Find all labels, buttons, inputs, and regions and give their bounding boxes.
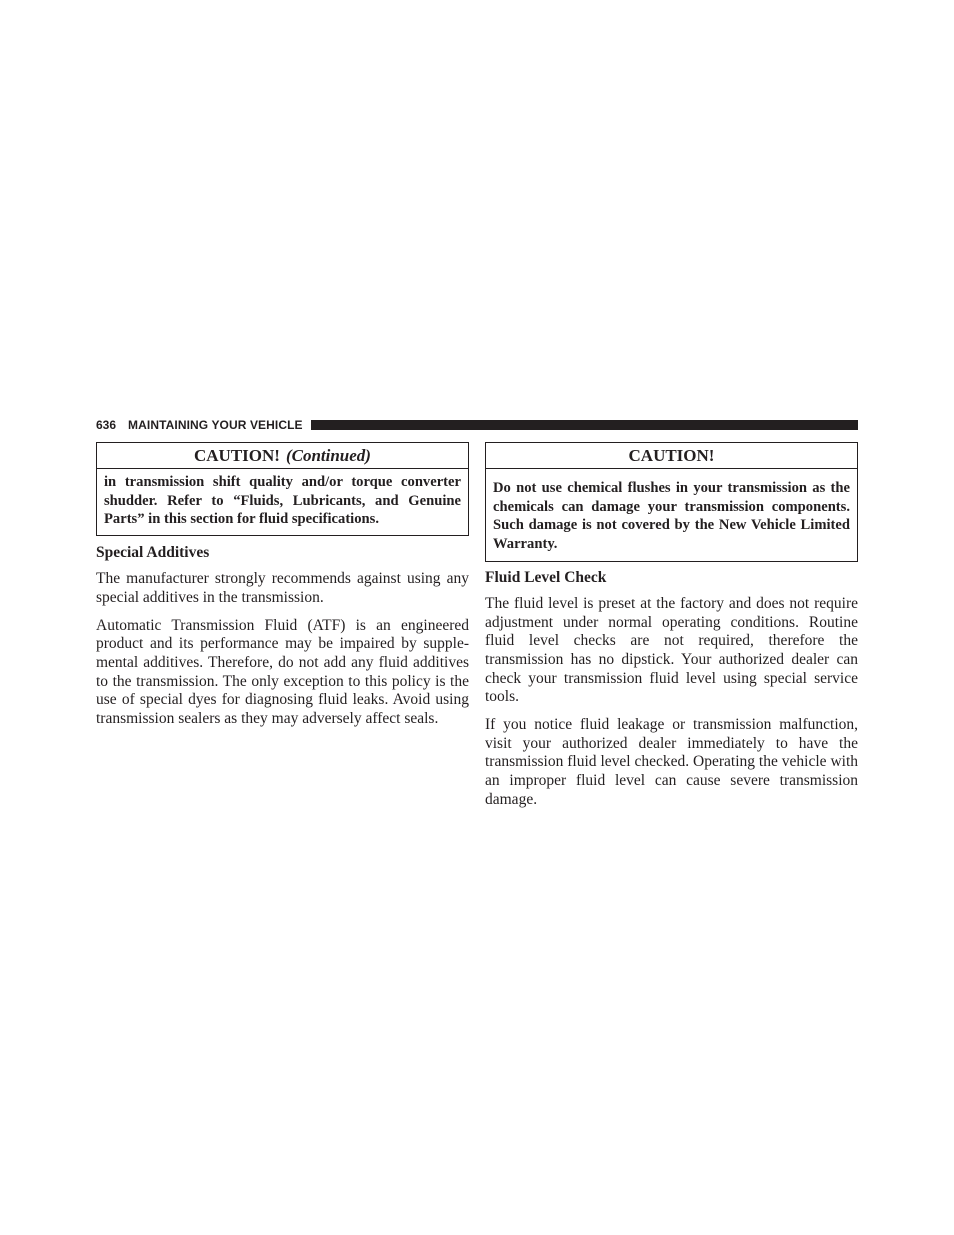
caution-body: in transmission shift quality and/or torque converter shudder. Refer to “Fluids, Lubricants, and Genuine Parts” in this section for fluid specifications.	[104, 474, 461, 528]
page-number: 636	[96, 418, 117, 432]
section-title: MAINTAINING YOUR VEHICLE	[128, 418, 303, 432]
header-rule-bar	[311, 420, 858, 430]
heading-fluid-level-check: Fluid Level Check	[485, 568, 607, 586]
paragraph: The fluid level is preset at the factory and does not require adjustment under normal operating conditions. Routine fluid level checks are not required, therefore the transmission has no dipstick. Your authorized dealer can check your transmission fluid level using special service tools.	[485, 594, 858, 706]
page-header	[96, 416, 858, 434]
right-column	[485, 442, 858, 810]
caution-label: CAUTION!	[628, 446, 715, 465]
paragraph: The manufacturer strongly recommends against using any special additives in the transmission.	[96, 570, 469, 606]
caution-title	[97, 443, 468, 469]
caution-box-continued	[96, 442, 469, 536]
paragraph: If you notice fluid leakage or transmission malfunction, visit your authorized dealer immediately to have the transmission fluid level checked. Operating the vehicle with an improper fluid level can cause severe transmission damage.	[485, 716, 858, 808]
caution-continued-label: (Continued)	[285, 446, 371, 465]
caution-box	[485, 442, 858, 562]
caution-label: CAUTION!	[194, 446, 280, 465]
paragraph: Automatic Transmission Fluid (ATF) is an engineered product and its performance may be impaired by supplemental additives. Therefore, do not add any fluid additives to the transmission. The only exception to this policy is the use of special dyes for diagnosing fluid leaks. Avoid using transmission sealers as they may adversely affect seals.	[96, 616, 469, 728]
left-column	[96, 442, 469, 729]
caution-title	[486, 443, 857, 469]
heading-special-additives: Special Additives	[96, 544, 210, 562]
caution-body: Do not use chemical flushes in your transmission as the chemicals can damage your transmission components. Such damage is not covered by the New Vehicle Limited Warranty.	[493, 480, 850, 553]
